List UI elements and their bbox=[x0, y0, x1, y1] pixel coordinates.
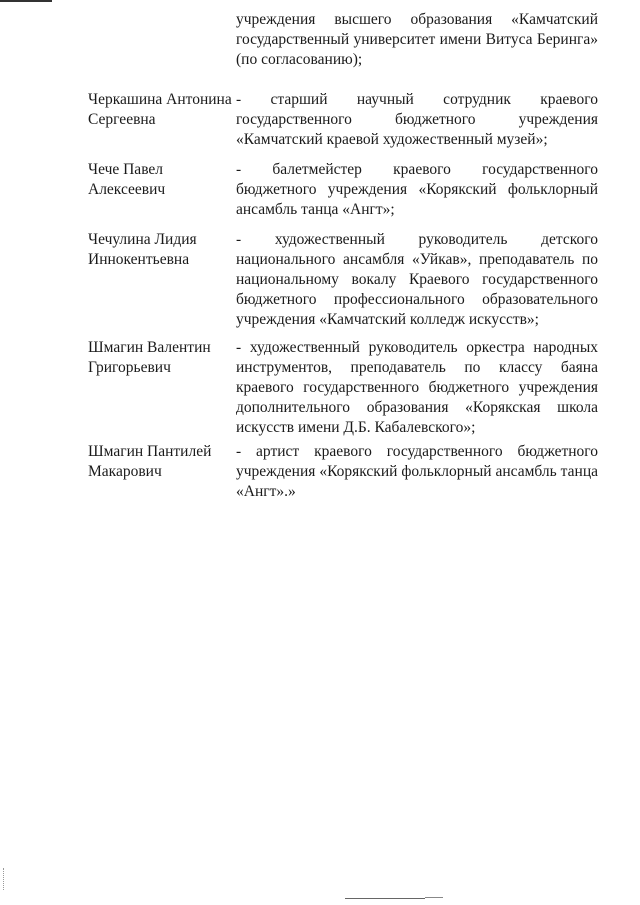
scan-edge-mark bbox=[425, 897, 443, 898]
person-description: - старший научный сотрудник краевого государственного бюджетного учреждения «Камчатский краевой художественный музей»; bbox=[236, 91, 598, 148]
person-name: Чече Павел Алексеевич bbox=[88, 161, 166, 198]
person-name: Шмагин Валентин Григорьевич bbox=[88, 339, 211, 376]
person-description: - балетмейстер краевого государственного бюджетного учреждения «Корякский фольклорный ансамбль танца «Ангт»; bbox=[236, 161, 598, 218]
person-name: Шмагин Пантилей Макарович bbox=[88, 443, 212, 480]
person-description: - художественный руководитель оркестра народных инструментов, преподаватель по классу баяна краевого государственного бюджетного учреждения дополнительного образования «Корякская школа искусств имени Д.Б. Кабалевского»; bbox=[236, 339, 598, 436]
continuation-text: учреждения высшего образования «Камчатский государственный университет имени Витуса Беринга» (по согласованию); bbox=[236, 11, 598, 68]
person-name: Черкашина Антонина Сергеевна bbox=[88, 91, 232, 128]
scan-edge-mark bbox=[0, 0, 52, 2]
person-description: - художественный руководитель детского национального ансамбля «Уйкав», преподаватель по национальному вокалу Краевого государственного бюджетного профессионального образовательного учреждения «Камчатский колледж искусств»; bbox=[236, 231, 598, 328]
scan-edge-mark bbox=[345, 898, 425, 899]
person-description: - артист краевого государственного бюджетного учреждения «Корякский фольклорный ансамбль танца «Ангт».» bbox=[236, 443, 598, 500]
person-name: Чечулина Лидия Иннокентьевна bbox=[88, 231, 197, 268]
scan-margin-mark bbox=[3, 868, 6, 890]
